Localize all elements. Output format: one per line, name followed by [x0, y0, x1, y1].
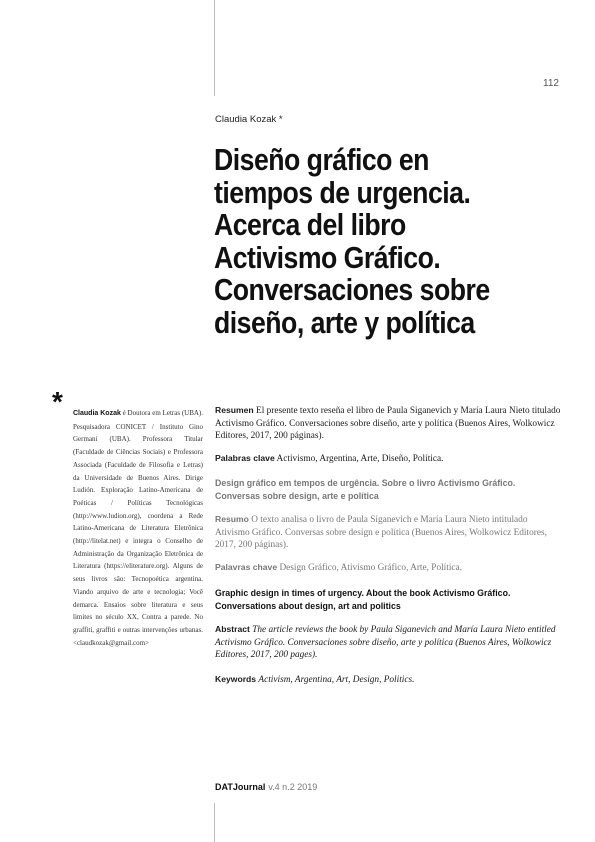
keywords-pt: [215, 561, 561, 575]
journal-name: DATJournal: [215, 782, 266, 792]
keywords-pt-text: Design Gráfico, Ativismo Gráfico, Arte, Política.: [279, 562, 462, 573]
bio-email: <claudkozak@gmail.com>: [73, 638, 149, 647]
abstract-en-label: Abstract: [215, 623, 250, 634]
abstract-pt: [215, 513, 561, 552]
author-bio: [73, 407, 203, 649]
title-en: Graphic design in times of urgency. About the book Activismo Gráfico. Conversations about design, art and politics: [215, 588, 511, 611]
author-footnote-marker: *: [278, 114, 283, 125]
author-line: [215, 114, 283, 125]
bio-text: é Doutora em Letras (UBA). Pesquisadora CONICET / Instituto Gino Germani (UBA). Professora Titular (Faculdade de Ciências Sociais) e Professora Associada (Faculdade de Filosofia e Letras) da Universidade de Buenos Aires. Dirige Ludión. Exploração Latino-Americana de Poéticas / Políticas Tecnológicas (http://www.ludion.org), coordena a Rede Latino-Americana de Literatura Eletrônica (http://litelat.net) e integra o Conselho de Administração da Organização Eletrônica de Literatura (https://eliterature.org). Alguns de seus livros são: Tecnopoéticа argentina. Viando arquivo de arte e tecnologia; Você demarca. Ensaios sobre literatura e seus limites no século XX, Contra a parede. No graffiti, graffiti e outras intervenções urbanas.: [73, 409, 204, 634]
keywords-en-label: Keywords: [215, 673, 257, 684]
author-name: Claudia Kozak: [215, 114, 277, 125]
bottom-vertical-rule: [214, 803, 215, 842]
abstract-es: [215, 404, 561, 443]
journal-footer: [215, 782, 317, 792]
abstract-es-text: El presente texto reseña el libro de Paula Siganevich y María Laura Nieto titulado Activismo Gráfico. Conversaciones sobre diseño, arte y política (Buenos Aires, Wolkowicz Editores, 2017, 200 páginas).: [215, 406, 561, 442]
keywords-pt-label: Palavras chave: [215, 561, 278, 572]
keywords-es-label: Palabras clave: [215, 452, 275, 463]
abstract-pt-label: Resumo: [215, 513, 249, 524]
abstract-pt-text: O texto analisa o livro de Paula Siganevich e María Laura Nieto intitulado Ativismo Gráfico. Conversas sobre design e política (Buenos Aires, Wolkowicz Editores, 2017, 200 páginas).: [215, 514, 547, 551]
journal-volume: v.4 n.2 2019: [268, 782, 318, 792]
title-pt: Design gráfico em tempos de urgência. Sobre o livro Activismo Gráfico. Conversas sobre design, arte e política: [215, 478, 516, 501]
top-vertical-rule: [214, 0, 215, 96]
page-number: 112: [543, 78, 559, 89]
article-title: Diseño gráfico en tiempos de urgencia. Acerca del libro Activismo Gráfico. Conversaciones sobre diseño, arte y política: [214, 142, 490, 340]
abstract-en: [215, 623, 561, 662]
abstract-en-text: The article reviews the book by Paula Siganevich and María Laura Nieto entitled Activismo Gráfico. Conversaciones sobre diseño, arte y política (Buenos Aires, Wolkowicz Editores, 2017, 200 pages).: [215, 624, 556, 661]
bio-name: Claudia Kozak: [73, 410, 121, 417]
keywords-es-text: Activismo, Argentina, Arte, Diseño, Política.: [276, 453, 444, 464]
abstracts-column: [215, 404, 561, 686]
abstract-es-label: Resumen: [215, 405, 254, 415]
keywords-en: [215, 673, 561, 687]
bio-asterisk: *: [52, 386, 63, 417]
keywords-en-text: Activism, Argentina, Art, Design, Politics.: [258, 674, 415, 685]
keywords-es: [215, 452, 561, 466]
